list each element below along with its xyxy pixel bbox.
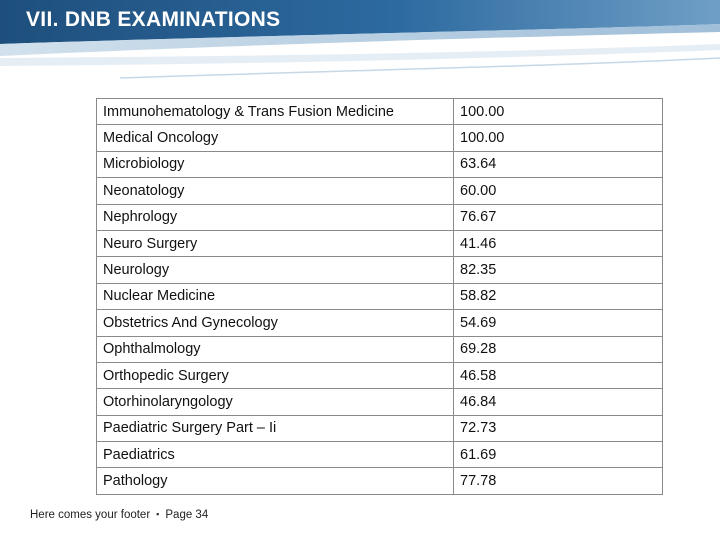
- subject-cell: Immunohematology & Trans Fusion Medicine: [97, 99, 454, 125]
- table-row: [97, 125, 663, 151]
- value-cell: 54.69: [454, 310, 663, 336]
- value-cell: 63.64: [454, 151, 663, 177]
- table-row: [97, 283, 663, 309]
- slide-title: VII. DNB EXAMINATIONS: [26, 8, 281, 31]
- subject-cell: Neurology: [97, 257, 454, 283]
- table-row: [97, 204, 663, 230]
- table-row: [97, 336, 663, 362]
- subject-cell: Paediatric Surgery Part – Ii: [97, 415, 454, 441]
- value-cell: 46.58: [454, 362, 663, 388]
- table-row: [97, 468, 663, 494]
- footer-text: Here comes your footer: [30, 509, 151, 521]
- value-cell: 72.73: [454, 415, 663, 441]
- value-cell: 41.46: [454, 230, 663, 256]
- table-row: [97, 230, 663, 256]
- footer-separator: ▪: [156, 509, 160, 519]
- subject-cell: Neonatology: [97, 178, 454, 204]
- subject-cell: Ophthalmology: [97, 336, 454, 362]
- value-cell: 100.00: [454, 99, 663, 125]
- value-cell: 58.82: [454, 283, 663, 309]
- subject-cell: Nuclear Medicine: [97, 283, 454, 309]
- table-row: [97, 415, 663, 441]
- table-row: [97, 389, 663, 415]
- results-table-body: [97, 99, 663, 495]
- results-table: [96, 98, 663, 495]
- subject-cell: Neuro Surgery: [97, 230, 454, 256]
- table-row: [97, 151, 663, 177]
- value-cell: 82.35: [454, 257, 663, 283]
- table-row: [97, 310, 663, 336]
- table-row: [97, 362, 663, 388]
- table-row: [97, 178, 663, 204]
- subject-cell: Otorhinolaryngology: [97, 389, 454, 415]
- value-cell: 77.78: [454, 468, 663, 494]
- subject-cell: Orthopedic Surgery: [97, 362, 454, 388]
- value-cell: 60.00: [454, 178, 663, 204]
- table-row: [97, 99, 663, 125]
- subject-cell: Pathology: [97, 468, 454, 494]
- subject-cell: Medical Oncology: [97, 125, 454, 151]
- table-row: [97, 257, 663, 283]
- value-cell: 61.69: [454, 442, 663, 468]
- header-band: [0, 0, 720, 90]
- subject-cell: Microbiology: [97, 151, 454, 177]
- footer: [30, 509, 208, 521]
- table-row: [97, 442, 663, 468]
- value-cell: 46.84: [454, 389, 663, 415]
- value-cell: 76.67: [454, 204, 663, 230]
- subject-cell: Nephrology: [97, 204, 454, 230]
- subject-cell: Obstetrics And Gynecology: [97, 310, 454, 336]
- value-cell: 69.28: [454, 336, 663, 362]
- subject-cell: Paediatrics: [97, 442, 454, 468]
- page-number: Page 34: [165, 509, 209, 521]
- value-cell: 100.00: [454, 125, 663, 151]
